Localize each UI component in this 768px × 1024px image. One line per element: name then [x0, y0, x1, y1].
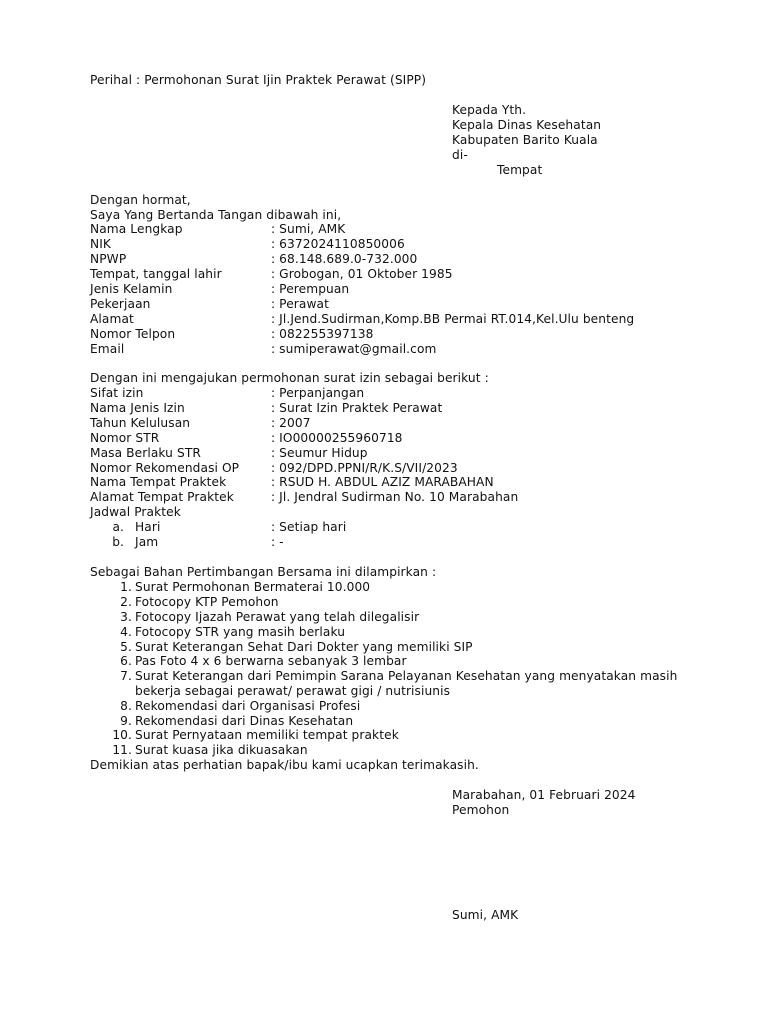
list-number: 9. [120, 714, 132, 728]
list-number: 11. [112, 743, 132, 757]
field-label: Masa Berlaku STR [90, 446, 201, 460]
recipient-line-5: Tempat [497, 163, 543, 177]
field-label: Alamat [90, 312, 134, 326]
field-label: Email [90, 342, 125, 356]
list-item: Surat kuasa jika dikuasakan [135, 743, 308, 757]
schedule-value: : Setiap hari [271, 520, 347, 534]
recipient-line-4: di- [452, 148, 468, 162]
signature-role: Pemohon [452, 803, 510, 817]
recipient-line-2: Kepala Dinas Kesehatan [452, 118, 602, 132]
list-number: 1. [120, 580, 132, 594]
list-marker: b. [112, 535, 124, 549]
field-label: NIK [90, 237, 112, 251]
greeting: Dengan hormat, [90, 193, 191, 207]
list-number: 8. [120, 699, 132, 713]
intro-text: Saya Yang Bertanda Tangan dibawah ini, [90, 208, 342, 222]
attachments-intro: Sebagai Bahan Pertimbangan Bersama ini dilampirkan : [90, 565, 437, 579]
field-label: NPWP [90, 252, 127, 266]
list-item: Surat Keterangan Sehat Dari Dokter yang memiliki SIP [135, 640, 473, 654]
recipient-line-3: Kabupaten Barito Kuala [452, 133, 598, 147]
list-item: Pas Foto 4 x 6 berwarna sebanyak 3 lembar [135, 654, 407, 668]
list-item: Surat Pernyataan memiliki tempat praktek [135, 728, 399, 742]
field-value: : Perpanjangan [271, 386, 365, 400]
schedule-label: Hari [135, 520, 161, 534]
list-marker: a. [112, 520, 124, 534]
field-value: : 68.148.689.0-732.000 [271, 252, 418, 266]
signature-place-date: Marabahan, 01 Februari 2024 [452, 788, 636, 802]
list-number: 3. [120, 610, 132, 624]
field-value: : Grobogan, 01 Oktober 1985 [271, 267, 453, 281]
list-number: 7. [120, 669, 132, 683]
list-item: Rekomendasi dari Organisasi Profesi [135, 699, 361, 713]
subject-line: Perihal : Permohonan Surat Ijin Praktek Perawat (SIPP) [90, 73, 427, 87]
schedule-label: Jam [135, 535, 159, 549]
closing-text: Demikian atas perhatian bapak/ibu kami ucapkan terimakasih. [90, 758, 479, 772]
list-number: 10. [112, 728, 132, 742]
field-label: Nama Tempat Praktek [90, 475, 227, 489]
list-item: Surat Permohonan Bermaterai 10.000 [135, 580, 371, 594]
field-label: Jenis Kelamin [90, 282, 173, 296]
field-value: : RSUD H. ABDUL AZIZ MARABAHAN [271, 475, 494, 489]
list-item: Fotocopy KTP Pemohon [135, 595, 279, 609]
list-number: 4. [120, 625, 132, 639]
field-label: Nomor Rekomendasi OP [90, 461, 240, 475]
field-value: : IO00000255960718 [271, 431, 403, 445]
field-value: : Sumi, AMK [271, 222, 346, 236]
field-value: : Perempuan [271, 282, 350, 296]
field-value: : 6372024110850006 [271, 237, 405, 251]
field-value: : 092/DPD.PPNI/R/K.S/VII/2023 [271, 461, 458, 475]
field-label: Nomor STR [90, 431, 160, 445]
field-value: : Jl. Jendral Sudirman No. 10 Marabahan [271, 490, 519, 504]
field-value: : Jl.Jend.Sudirman,Komp.BB Permai RT.014,Kel.Ulu benteng [271, 312, 635, 326]
list-item: Fotocopy STR yang masih berlaku [135, 625, 346, 639]
list-number: 2. [120, 595, 132, 609]
recipient-line-1: Kepada Yth. [452, 103, 527, 117]
schedule-value: : - [271, 535, 284, 549]
field-label: Pekerjaan [90, 297, 151, 311]
field-value: : Perawat [271, 297, 329, 311]
list-number: 5. [120, 640, 132, 654]
field-value: : Surat Izin Praktek Perawat [271, 401, 443, 415]
signature-name: Sumi, AMK [452, 908, 519, 922]
field-value: : Seumur Hidup [271, 446, 368, 460]
field-label: Sifat izin [90, 386, 144, 400]
list-number: 6. [120, 654, 132, 668]
field-label: Nama Jenis Izin [90, 401, 185, 415]
field-label: Alamat Tempat Praktek [90, 490, 234, 504]
field-label: Nomor Telpon [90, 327, 176, 341]
list-item: Fotocopy Ijazah Perawat yang telah dilegalisir [135, 610, 420, 624]
field-label: Nama Lengkap [90, 222, 183, 236]
field-label: Tempat, tanggal lahir [90, 267, 222, 281]
field-value: : 2007 [271, 416, 311, 430]
list-item: Surat Keterangan dari Pemimpin Sarana Pelayanan Kesehatan yang menyatakan masih [135, 669, 678, 683]
schedule-heading: Jadwal Praktek [90, 505, 181, 519]
list-item: Rekomendasi dari Dinas Kesehatan [135, 714, 354, 728]
request-intro: Dengan ini mengajukan permohonan surat izin sebagai berikut : [90, 371, 489, 385]
field-value: : 082255397138 [271, 327, 374, 341]
list-item-continuation: bekerja sebagai perawat/ perawat gigi / nutrisiunis [135, 684, 451, 698]
field-label: Tahun Kelulusan [90, 416, 191, 430]
field-value: : sumiperawat@gmail.com [271, 342, 437, 356]
